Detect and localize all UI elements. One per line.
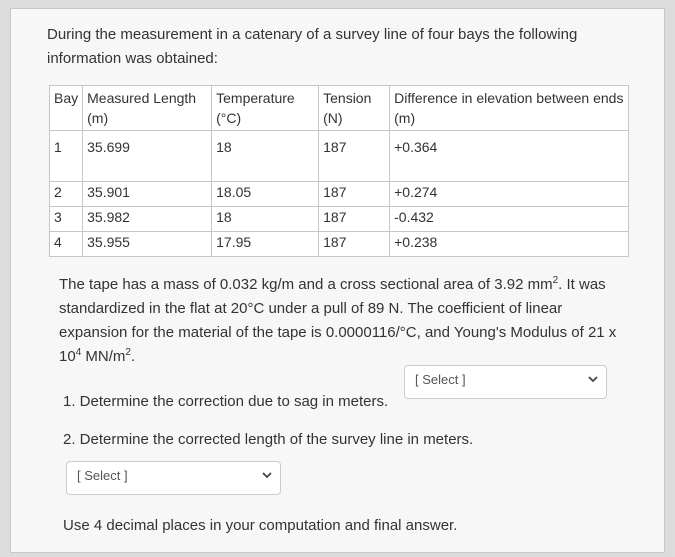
cell-length: 35.901 <box>83 182 212 207</box>
question-1-text: 1. Determine the correction due to sag in meters. <box>63 393 389 410</box>
description-end: . <box>130 348 136 365</box>
cell-temperature: 17.95 <box>212 232 319 257</box>
description-part-1: The tape has a mass of 0.032 kg/m and a cross sectional area of 3.92 mm <box>59 276 553 293</box>
table-row <box>50 207 629 232</box>
chevron-down-icon <box>586 372 600 386</box>
cell-bay: 3 <box>50 207 83 232</box>
cell-elevation: -0.432 <box>390 207 629 232</box>
cell-bay: 1 <box>50 131 83 182</box>
header-measured-length: Measured Length (m) <box>83 86 212 131</box>
header-temperature: Temperature (°C) <box>212 86 319 131</box>
description-part-2: . It was standardized in the flat at 20°C under a pull of 89 N. The coefficient of linear expansion for the material of the tape is 0.0000116/°C, and Young's Modulus of 21 x 10 <box>59 276 617 365</box>
cell-tension: 187 <box>319 207 390 232</box>
cell-elevation: +0.238 <box>390 232 629 257</box>
question-1-answer-select[interactable] <box>404 365 607 399</box>
header-tension: Tension (N) <box>319 86 390 131</box>
cell-length: 35.955 <box>83 232 212 257</box>
select-placeholder: [ Select ] <box>77 468 128 483</box>
header-elevation-difference: Difference in elevation between ends (m) <box>390 86 629 131</box>
superscript-unit: 2 <box>125 347 131 358</box>
cell-temperature: 18.05 <box>212 182 319 207</box>
cell-elevation: +0.274 <box>390 182 629 207</box>
question-2-answer-select[interactable] <box>66 461 281 495</box>
question-2-text: 2. Determine the corrected length of the survey line in meters. <box>63 431 474 448</box>
select-placeholder: [ Select ] <box>415 372 466 387</box>
table-row <box>50 131 629 182</box>
cell-elevation: +0.364 <box>390 131 629 182</box>
cell-length: 35.982 <box>83 207 212 232</box>
table-row <box>50 182 629 207</box>
table-header-row <box>50 86 629 131</box>
table-row <box>50 232 629 257</box>
survey-data-table <box>49 85 629 257</box>
cell-bay: 2 <box>50 182 83 207</box>
cell-length: 35.699 <box>83 131 212 182</box>
intro-text: During the measurement in a catenary of a survey line of four bays the following information was obtained: <box>47 26 578 67</box>
superscript-exponent: 4 <box>75 347 82 358</box>
problem-description <box>59 273 634 369</box>
description-part-3: MN/m <box>81 348 126 365</box>
cell-tension: 187 <box>319 182 390 207</box>
header-bay: Bay <box>50 86 83 131</box>
cell-temperature: 18 <box>212 207 319 232</box>
chevron-down-icon <box>260 468 274 482</box>
superscript-area: 2 <box>552 275 559 286</box>
question-card <box>10 8 665 553</box>
cell-tension: 187 <box>319 131 390 182</box>
cell-temperature: 18 <box>212 131 319 182</box>
cell-tension: 187 <box>319 232 390 257</box>
instruction-note: Use 4 decimal places in your computation and final answer. <box>63 517 458 534</box>
cell-bay: 4 <box>50 232 83 257</box>
